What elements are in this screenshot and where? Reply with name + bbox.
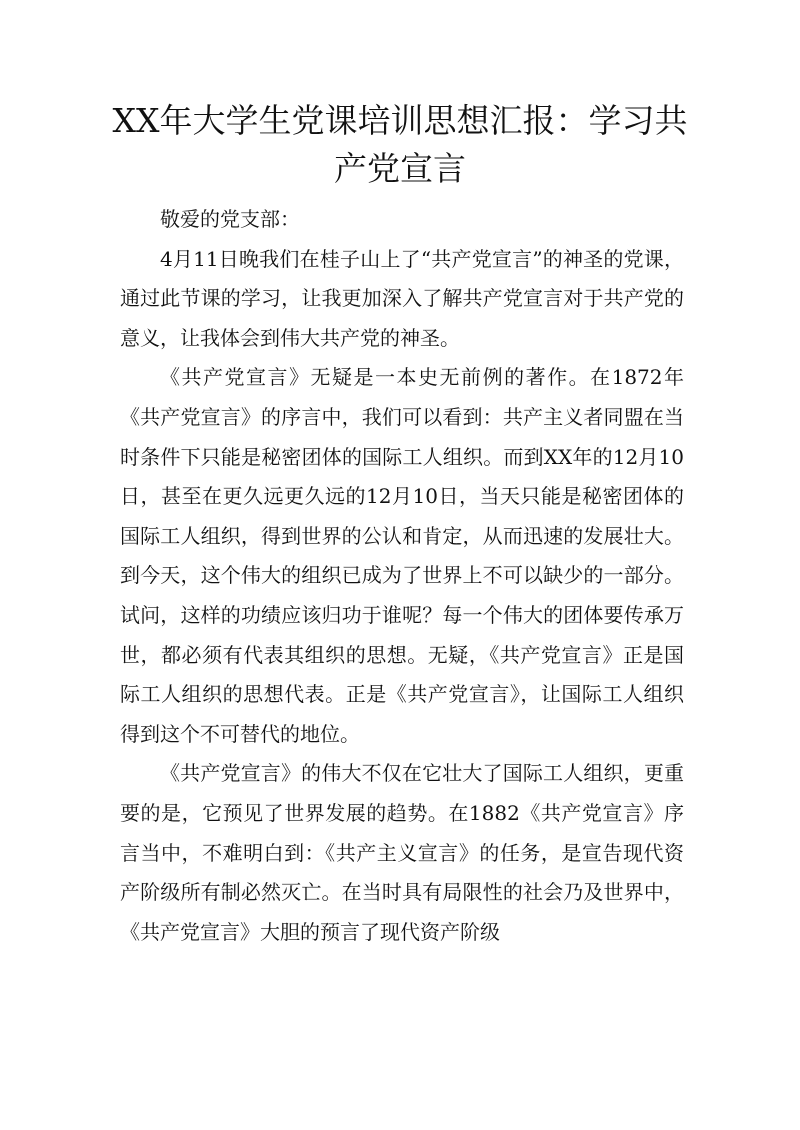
- paragraph-3: 《共产党宣言》的伟大不仅在它壮大了国际工人组织，更重要的是，它预见了世界发展的趋势。在1882《共产党宣言》序言当中，不难明白到：《共产主义宣言》的任务，是宣告现代资产阶级所有制必然灭亡。在当时具有局限性的社会乃及世界中，《共产党宣言》大胆的预言了现代资产阶级: [120, 761, 684, 944]
- paragraph-1: 4月11日晚我们在桂子山上了“共产党宣言”的神圣的党课，通过此节课的学习，让我更加深入了解共产党宣言对于共产党的意义，让我体会到伟大共产党的神圣。: [120, 246, 684, 350]
- document-body: [120, 200, 684, 952]
- document-title: XX年大学生党课培训思想汇报：学习共产党宣言: [112, 101, 688, 188]
- paragraph-2: 《共产党宣言》无疑是一本史无前例的著作。在1872年《共产党宣言》的序言中，我们可以看到：共产主义者同盟在当时条件下只能是秘密团体的国际工人组织。而到XX年的12月10日，甚至在更久远更久远的12月10日，当天只能是秘密团体的国际工人组织，得到世界的公认和肯定，从而迅速的发展壮大。到今天，这个伟大的组织已成为了世界上不可以缺少的一部分。试问，这样的功绩应该归功于谁呢？每一个伟大的团体要传承万世，都必须有代表其组织的思想。无疑，《共产党宣言》正是国际工人组织的思想代表。正是《共产党宣言》，让国际工人组织得到这个不可替代的地位。: [120, 365, 684, 746]
- salutation: 敬爱的党支部：: [160, 207, 300, 231]
